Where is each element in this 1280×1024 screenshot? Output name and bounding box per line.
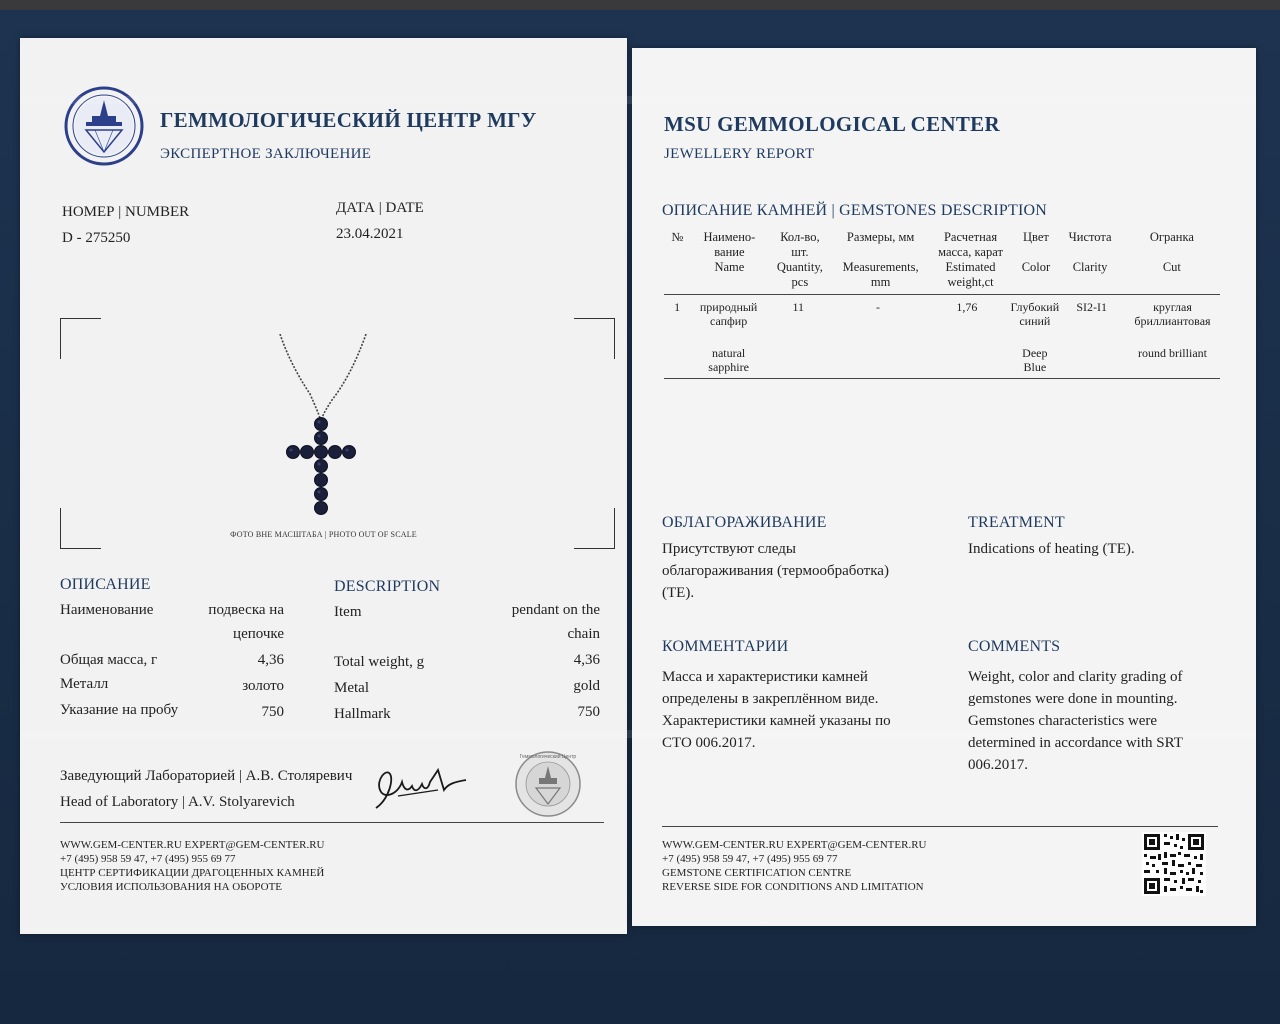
table-header-en <box>664 260 1224 290</box>
col-qty-en: Quantity, pcs <box>776 260 823 289</box>
seal-text: Геммологический Центр <box>519 754 577 760</box>
photo-caption: ФОТО ВНЕ МАСШТАБА | PHOTO OUT OF SCALE <box>230 530 417 539</box>
report-type-ru: ЭКСПЕРТНОЕ ЗАКЛЮЧЕНИЕ <box>160 146 372 162</box>
col-qty-ru: Кол-во, шт. <box>780 230 820 259</box>
description-ru-title: ОПИСАНИЕ <box>60 576 151 593</box>
signature <box>368 760 478 816</box>
col-no-en <box>664 260 691 290</box>
row-label-weight-ru: Общая масса, г <box>60 652 158 668</box>
footer-phones: +7 (495) 958 59 47, +7 (495) 955 69 77 <box>662 853 838 865</box>
table-header-divider <box>664 294 1220 295</box>
col-clarity-en: Clarity <box>1072 260 1108 274</box>
left-page <box>20 38 627 934</box>
footer-phones: +7 (495) 958 59 47, +7 (495) 955 69 77 <box>60 853 236 865</box>
footer-divider <box>662 826 1218 827</box>
row-value-item-en-2: chain <box>567 626 600 642</box>
photo-frame-corner <box>60 318 101 359</box>
row-value-weight-ru: 4,36 <box>257 652 284 668</box>
photo-frame-corner <box>574 318 615 359</box>
row-value-hallmark-en: 750 <box>577 704 600 720</box>
row-label-item-en: Item <box>334 604 362 620</box>
footer-web-email: WWW.GEM-CENTER.RU EXPERT@GEM-CENTER.RU <box>662 839 927 851</box>
cell-weight: 1,76 <box>956 300 978 314</box>
treatment-en-title: TREATMENT <box>968 514 1065 531</box>
row-label-hallmark-en: Hallmark <box>334 706 391 722</box>
treatment-en-text: Indications of heating (TE). <box>968 541 1135 557</box>
right-page <box>632 48 1256 926</box>
photo-frame-corner <box>574 508 615 549</box>
col-size-ru: Размеры, мм <box>846 230 915 244</box>
cell-clarity: SI2-I1 <box>1076 300 1108 314</box>
footer-centre-ru: ЦЕНТР СЕРТИФИКАЦИИ ДРАГОЦЕННЫХ КАМНЕЙ <box>60 867 325 879</box>
number-value: D - 275250 <box>62 230 131 246</box>
col-no: № <box>671 230 684 244</box>
col-clarity-ru: Чистота <box>1068 230 1112 244</box>
pendant-photo <box>260 334 380 516</box>
comments-en-title: COMMENTS <box>968 638 1061 655</box>
row-value-metal-ru: золото <box>242 678 284 694</box>
row-label-weight-en: Total weight, g <box>334 654 425 670</box>
msu-logo-icon <box>64 86 144 166</box>
head-title-en: Head of Laboratory <box>60 794 179 810</box>
col-name-ru: Наимено-вание <box>703 230 756 259</box>
col-size-en: Measurements, mm <box>842 260 919 289</box>
gemstones-table <box>664 230 1224 290</box>
org-name-en: MSU GEMMOLOGICAL CENTER <box>664 112 1000 136</box>
date-label: ДАТА | DATE <box>336 200 424 216</box>
row-value-hallmark-ru: 750 <box>261 704 284 720</box>
treatment-ru-title: ОБЛАГОРАЖИВАНИЕ <box>662 514 827 531</box>
footer-web-email: WWW.GEM-CENTER.RU EXPERT@GEM-CENTER.RU <box>60 839 325 851</box>
org-name-ru: ГЕММОЛОГИЧЕСКИЙ ЦЕНТР МГУ <box>160 108 537 132</box>
description-en-title: DESCRIPTION <box>334 578 441 595</box>
col-name-en: Name <box>714 260 745 274</box>
footer-centre-en: GEMSTONE CERTIFICATION CENTRE <box>662 867 852 879</box>
date-value: 23.04.2021 <box>336 226 404 242</box>
col-cut-ru: Огранка <box>1149 230 1194 244</box>
qr-code-icon <box>1142 832 1206 896</box>
lab-seal-icon <box>514 750 582 818</box>
footer-divider <box>60 822 604 823</box>
cell-color-ru: Глубокий синий <box>1010 300 1060 328</box>
cell-name-en: natural sapphire <box>708 346 749 374</box>
photo-frame-corner <box>60 508 101 549</box>
head-title-ru: Заведующий Лабораторией <box>60 768 236 784</box>
cell-color-en: Deep Blue <box>1022 346 1048 374</box>
row-value-item-en: pendant on the <box>511 602 600 618</box>
report-type-en: JEWELLERY REPORT <box>664 146 815 162</box>
table-header-ru <box>664 230 1224 260</box>
comments-en-text: Weight, color and clarity grading of gemstones were done in mounting. Gemstones characteristics were determined in accordance with SRT 006.2017. <box>968 669 1183 773</box>
col-color-en: Color <box>1021 260 1051 274</box>
head-name-ru: | А.В. Столяревич <box>238 768 353 784</box>
row-value-metal-en: gold <box>573 678 600 694</box>
cell-name-ru: природный сапфир <box>699 300 758 328</box>
gemstones-title: ОПИСАНИЕ КАМНЕЙ | GEMSTONES DESCRIPTION <box>662 202 1048 219</box>
row-label-metal-en: Metal <box>334 680 369 696</box>
row-value-item-ru: подвеска на <box>208 602 284 618</box>
row-label-item-ru: Наименование <box>60 602 154 618</box>
col-weight-en: Estimated weight,ct <box>945 260 996 289</box>
row-label-metal-ru: Металл <box>60 676 109 692</box>
col-weight-ru: Расчетная масса, карат <box>938 230 1003 259</box>
row-value-item-ru-2: цепочке <box>233 626 284 642</box>
cell-no: 1 <box>674 300 681 314</box>
head-of-lab-ru <box>60 768 352 785</box>
footer-conditions-en: REVERSE SIDE FOR CONDITIONS AND LIMITATION <box>662 881 924 893</box>
cell-qty: 11 <box>792 300 805 314</box>
footer-conditions-ru: УСЛОВИЯ ИСПОЛЬЗОВАНИЯ НА ОБОРОТЕ <box>60 881 283 893</box>
head-of-lab-en <box>60 794 295 811</box>
table-bottom-divider <box>664 378 1220 379</box>
cell-cut-en: round brilliant <box>1137 346 1207 360</box>
comments-ru-text: Масса и характеристики камней определены в закреплённом виде. Характеристики камней указаны по СТО 006.2017. <box>662 669 891 751</box>
number-label: НОМЕР | NUMBER <box>62 204 190 220</box>
comments-ru-title: КОММЕНТАРИИ <box>662 638 789 655</box>
col-color-ru: Цвет <box>1022 230 1049 244</box>
row-label-hallmark-ru: Указание на пробу <box>60 702 179 718</box>
cell-cut-ru: круглая бриллиантовая <box>1134 300 1211 328</box>
head-name-en: | A.V. Stolyarevich <box>182 794 295 810</box>
table-row <box>664 300 1224 374</box>
row-value-weight-en: 4,36 <box>573 652 600 668</box>
treatment-ru-text: Присутствуют следы облагораживания (термообработка) (ТЕ). <box>662 541 889 601</box>
cell-size: - <box>876 300 881 314</box>
col-cut-en: Cut <box>1162 260 1181 274</box>
